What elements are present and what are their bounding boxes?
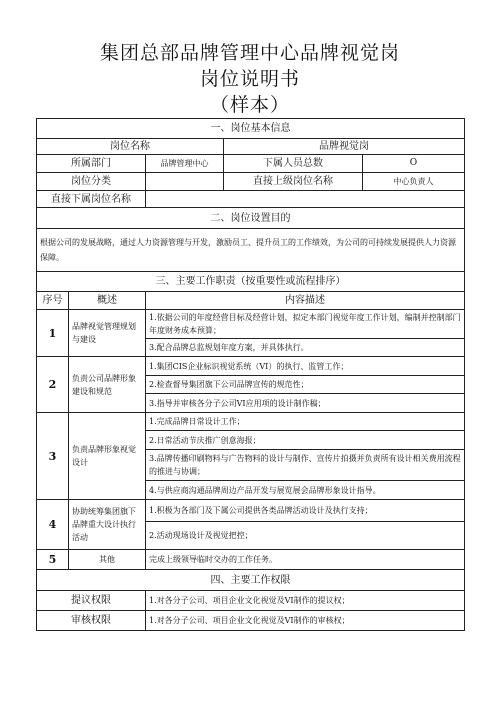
direct-sub-value xyxy=(146,191,465,208)
duty-2-summary: 负责公司品牌形象建设和规范 xyxy=(69,357,146,413)
authority-review-value: 1.对各分子公司、项目企业文化视觉及VI制作的审核权； xyxy=(146,611,465,631)
direct-superior-value: 中心负责人 xyxy=(363,173,465,191)
dept-value: 品牌管理中心 xyxy=(146,155,224,173)
authority-propose-value: 1.对各分子公司、项目企业文化视觉及VI制作的提议权； xyxy=(146,591,465,611)
section2-purpose-text: 根据公司的发展战略，通过人力资源管理与开发，激励员工、提升员工的工作绩效，为公司的可持续发展提供人力资源保障。 xyxy=(37,229,465,272)
duty-3-summary: 负责品牌形象视觉设计 xyxy=(69,413,146,500)
duty-3-task-3: 3.品牌传播印刷物料与广告物料的设计与制作、宣传片拍摄并负责所有设计相关费用流程的推进与协调； xyxy=(146,450,465,481)
job-description-table xyxy=(36,118,465,631)
section2-heading: 二、岗位设置目的 xyxy=(37,208,465,229)
duty-2-task-3: 3.指导并审核各分子公司VI应用项的设计制作稿； xyxy=(146,394,465,413)
doc-title: 集团总部品牌管理中心品牌视觉岗 xyxy=(99,42,400,64)
col-summary-header: 概述 xyxy=(69,292,146,310)
duty-2-task-2: 2.检查督导集团旗下公司品牌宣传的规范性； xyxy=(146,376,465,394)
duty-1-task-1: 1.依据公司的年度经营目标及经营计划，拟定本部门视觉年度工作计划，编制并控制部门年度财务成本预算； xyxy=(146,310,465,339)
job-name-value: 品牌视觉岗 xyxy=(224,139,465,155)
authority-review-label: 审核权限 xyxy=(37,611,146,631)
doc-subtitle: 岗位说明书 xyxy=(199,68,300,90)
duty-2-no: 2 xyxy=(37,357,69,413)
duty-4-task-1: 1.积极为各部门及下属公司提供各类品牌活动设计及执行支持； xyxy=(146,500,465,522)
duty-4-summary: 协助统筹集团旗下品牌重大设计执行活动 xyxy=(69,500,146,550)
authority-propose-label: 提议权限 xyxy=(37,591,146,611)
section1-heading: 一、岗位基本信息 xyxy=(37,119,465,139)
duty-3-task-4: 4.与供应商沟通品牌周边产品开发与展览展会品牌形象设计指导。 xyxy=(146,481,465,500)
category-label: 岗位分类 xyxy=(37,173,146,191)
section3-heading: 三、主要工作职责（按重要性或流程排序） xyxy=(37,272,465,292)
direct-superior-label: 直接上级岗位名称 xyxy=(224,173,363,191)
duty-3-task-2: 2.日常活动节庆推广创意海报； xyxy=(146,431,465,450)
duty-2-task-1: 1.集团CIS企业标识视觉系统（VI）的执行、监管工作； xyxy=(146,357,465,376)
duty-5-summary: 其他 xyxy=(69,550,146,570)
duty-3-task-1: 1.完成品牌日常设计工作； xyxy=(146,413,465,431)
duty-4-task-2: 2.活动现场设计及视觉把控； xyxy=(146,522,465,550)
subordinates-value: O xyxy=(363,155,465,173)
category-value xyxy=(146,173,224,191)
duty-1-no: 1 xyxy=(37,310,69,357)
dept-label: 所属部门 xyxy=(37,155,146,173)
duty-1-task-2: 3.配合品牌总监规划年度方案，并具体执行。 xyxy=(146,339,465,357)
duty-1-summary: 品牌视觉管理规划与建设 xyxy=(69,310,146,357)
subordinates-label: 下属人员总数 xyxy=(224,155,363,173)
job-name-label: 岗位名称 xyxy=(37,139,224,155)
duty-4-no: 4 xyxy=(37,500,69,550)
duty-3-no: 3 xyxy=(37,413,69,500)
col-desc-header: 内容描述 xyxy=(146,292,465,310)
section4-heading: 四、主要工作权限 xyxy=(37,570,465,591)
direct-sub-label: 直接下属岗位名称 xyxy=(37,191,146,208)
duty-5-no: 5 xyxy=(37,550,69,570)
col-no-header: 序号 xyxy=(37,292,69,310)
duty-5-task-1: 完成上级领导临时交办的工作任务。 xyxy=(146,550,465,570)
doc-sample-mark: （样本） xyxy=(209,94,290,116)
